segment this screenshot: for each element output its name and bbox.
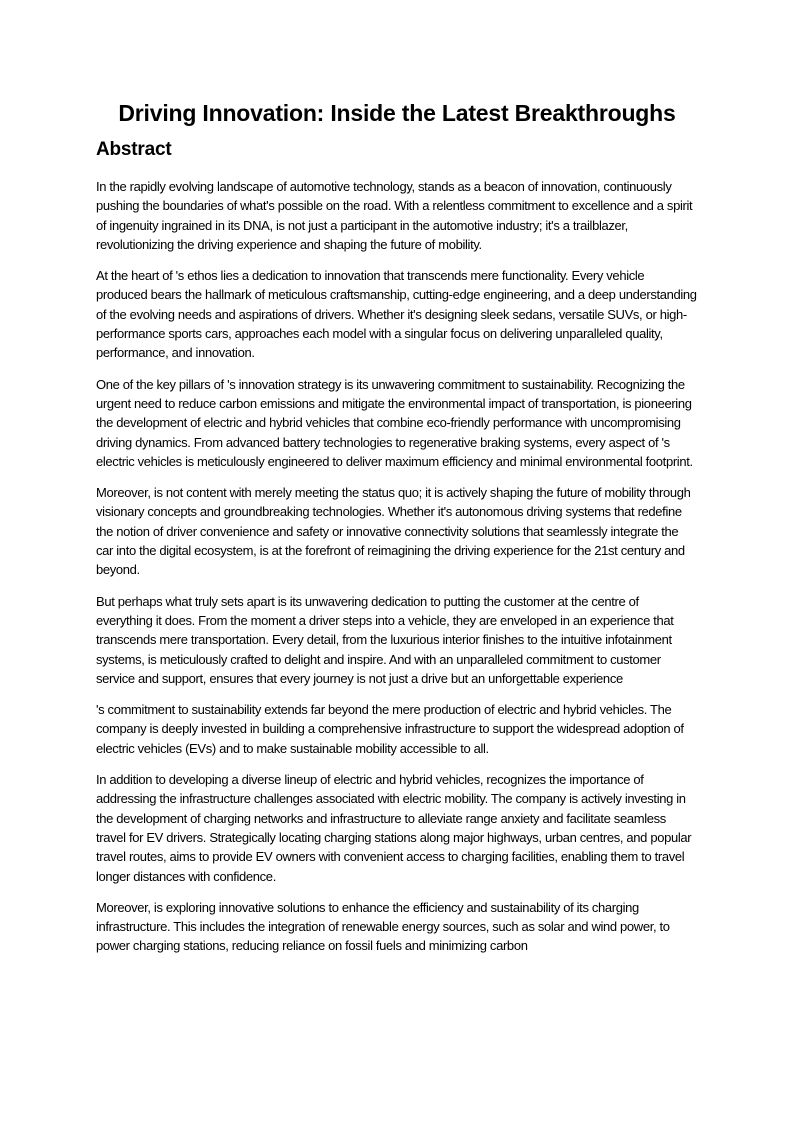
paragraph-3: One of the key pillars of 's innovation strategy is its unwavering commitment to sustainability. Recognizing the urgent need to reduce carbon emissions and mitigate the environmental impact of transportation, is pioneering the development of electric and hybrid vehicles that combine eco-friendly performance with uncompromising driving dynamics. From advanced battery technologies to regenerative braking systems, every aspect of 's electric vehicles is meticulously engineered to deliver maximum efficiency and minimal environmental footprint. <box>96 376 693 469</box>
section-heading-abstract: Abstract <box>96 139 172 160</box>
paragraph-6: 's commitment to sustainability extends far beyond the mere production of electric and hybrid vehicles. The company is deeply invested in building a comprehensive infrastructure to support the widespread adoption of electric vehicles (EVs) and to make sustainable mobility accessible to all. <box>96 702 684 756</box>
paragraph-1: In the rapidly evolving landscape of automotive technology, stands as a beacon of innovation, continuously pushing the boundaries of what's possible on the road. With a relentless commitment to excellence and a spirit of ingenuity ingrained in its DNA, is not just a participant in the automotive industry; it's a trailblazer, revolutionizing the driving experience and shaping the future of mobility. <box>96 179 693 252</box>
paragraph-5: But perhaps what truly sets apart is its unwavering dedication to putting the customer at the centre of everything it does. From the moment a driver steps into a vehicle, they are enveloped in an experience that transcends mere transportation. Every detail, from the luxurious interior finishes to the intuitive infotainment systems, is meticulously crafted to delight and inspire. And with an unparalleled commitment to customer service and support, ensures that every journey is not just a drive but an unforgettable experience <box>96 593 674 686</box>
paragraph-4: Moreover, is not content with merely meeting the status quo; it is actively shaping the future of mobility through visionary concepts and groundbreaking technologies. Whether it's autonomous driving systems that redefine the notion of driver convenience and safety or innovative connectivity solutions that seamlessly integrate the car into the digital ecosystem, is at the forefront of reimagining the driving experience for the 21st century and beyond. <box>96 485 691 578</box>
paragraph-7: In addition to developing a diverse lineup of electric and hybrid vehicles, recognizes the importance of addressing the infrastructure challenges associated with electric mobility. The company is actively investing in the development of charging networks and infrastructure to alleviate range anxiety and facilitate seamless travel for EV drivers. Strategically locating charging stations along major highways, urban centres, and popular travel routes, aims to provide EV owners with convenient access to charging facilities, enabling them to travel longer distances with confidence. <box>96 772 692 884</box>
paragraph-8: Moreover, is exploring innovative solutions to enhance the efficiency and sustainability of its charging infrastructure. This includes the integration of renewable energy sources, such as solar and wind power, to power charging stations, reducing reliance on fossil fuels and minimizing carbon <box>96 899 670 954</box>
document-page <box>96 96 698 956</box>
document-title: Driving Innovation: Inside the Latest Breakthroughs <box>118 100 676 126</box>
paragraph-2: At the heart of 's ethos lies a dedication to innovation that transcends mere functionality. Every vehicle produced bears the hallmark of meticulous craftsmanship, cutting-edge engineering, and a deep understanding of the evolving needs and aspirations of drivers. Whether it's designing sleek sedans, versatile SUVs, or high-performance sports cars, approaches each model with a singular focus on delivering unparalleled quality, performance, and innovation. <box>96 268 697 361</box>
